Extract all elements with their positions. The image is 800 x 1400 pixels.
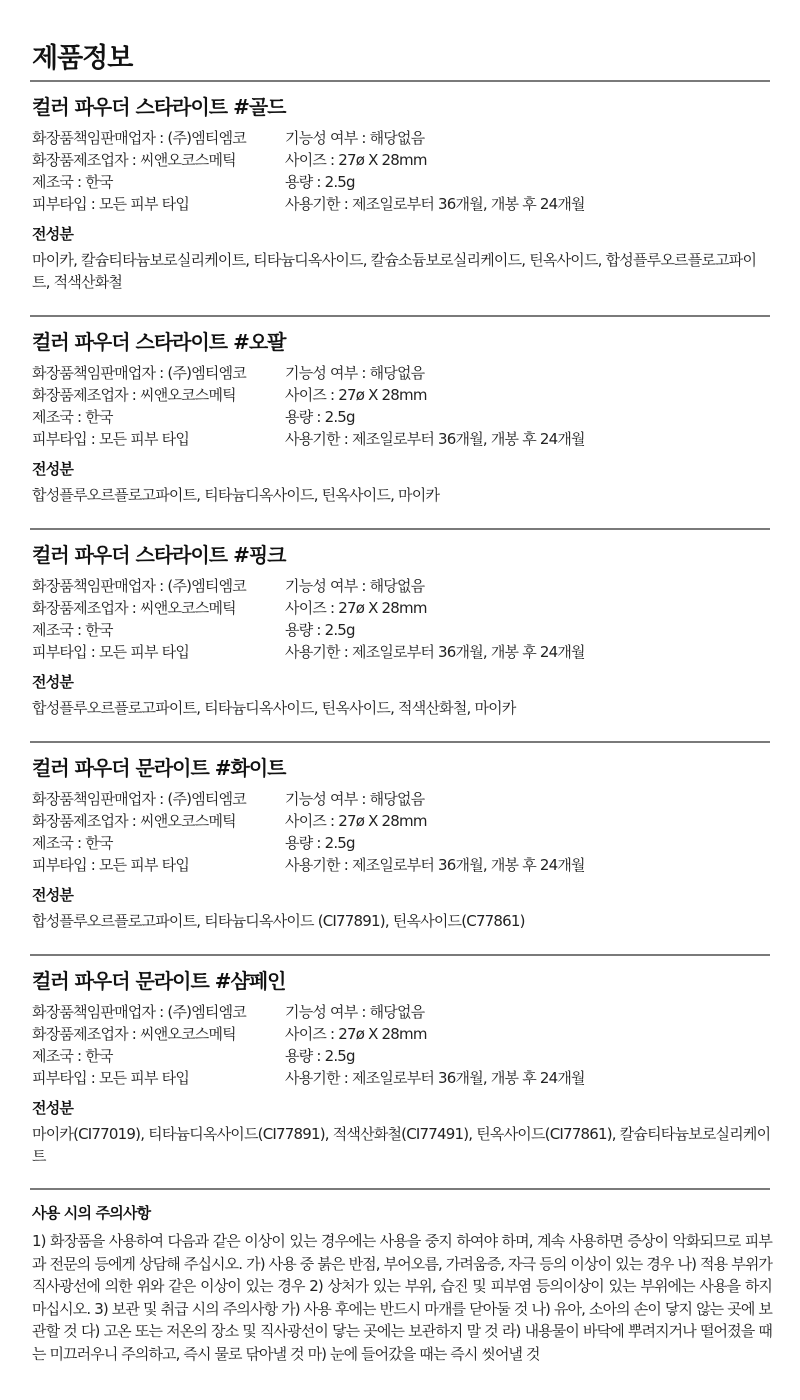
spec-column-left: [32, 788, 246, 876]
spec-skin-type: 피부타입 : 모든 피부 타입: [32, 856, 190, 874]
product-name: 컬러 파우더 문라이트 #샴페인: [32, 969, 286, 993]
section-divider: [30, 954, 770, 956]
spec-size: 사이즈 : 27ø X 28mm: [285, 599, 427, 617]
ingredients-heading: 전성분: [32, 460, 74, 478]
spec-country: 제조국 : 한국: [32, 834, 113, 852]
spec-seller: 화장품책임판매업자 : (주)엠티엠코: [32, 129, 246, 147]
spec-seller: 화장품책임판매업자 : (주)엠티엠코: [32, 364, 246, 382]
product-section: [32, 755, 772, 932]
ingredients-text: 합성플루오르플로고파이트, 티타늄디옥사이드, 틴옥사이드, 마이카: [32, 486, 440, 504]
spec-column-left: [32, 575, 246, 663]
spec-skin-type: 피부타입 : 모든 피부 타입: [32, 1069, 190, 1087]
spec-manufacturer: 화장품제조업자 : 씨앤오코스메틱: [32, 151, 236, 169]
spec-skin-type: 피부타입 : 모든 피부 타입: [32, 195, 190, 213]
spec-country: 제조국 : 한국: [32, 173, 113, 191]
spec-manufacturer: 화장품제조업자 : 씨앤오코스메틱: [32, 386, 236, 404]
product-name: 컬러 파우더 문라이트 #화이트: [32, 756, 286, 780]
spec-country: 제조국 : 한국: [32, 1047, 113, 1065]
product-section: [32, 968, 772, 1167]
spec-expiry: 사용기한 : 제조일로부터 36개월, 개봉 후 24개월: [285, 195, 585, 213]
spec-column-left: [32, 362, 246, 450]
section-divider: [30, 1188, 770, 1190]
spec-manufacturer: 화장품제조업자 : 씨앤오코스메틱: [32, 599, 236, 617]
ingredients-text: 합성플루오르플로고파이트, 티타늄디옥사이드 (CI77891), 틴옥사이드(C77861): [32, 912, 525, 930]
ingredients-text: 합성플루오르플로고파이트, 티타늄디옥사이드, 틴옥사이드, 적색산화철, 마이카: [32, 699, 516, 717]
spec-column-left: [32, 1001, 246, 1089]
spec-volume: 용량 : 2.5g: [285, 1047, 355, 1065]
spec-column-right: [285, 788, 585, 876]
product-name: 컬러 파우더 스타라이트 #핑크: [32, 543, 286, 567]
spec-volume: 용량 : 2.5g: [285, 834, 355, 852]
product-section: [32, 329, 772, 506]
spec-manufacturer: 화장품제조업자 : 씨앤오코스메틱: [32, 812, 236, 830]
spec-grid: [32, 362, 772, 450]
spec-functional: 기능성 여부 : 해당없음: [285, 577, 425, 595]
product-name: 컬러 파우더 스타라이트 #골드: [32, 95, 286, 119]
spec-functional: 기능성 여부 : 해당없음: [285, 364, 425, 382]
caution-text: 1) 화장품을 사용하여 다음과 같은 이상이 있는 경우에는 사용을 중지 하여야 하며, 계속 사용하면 증상이 악화되므로 피부과 전문의 등에게 상담해 주십시오. 가) 사용 중 붉은 반점, 부어오름, 가려움증, 자극 등의 이상이 있는 경우 나) 적용 부위가 직사광선에 의한 위와 같은 이상이 있는 경우 2) 상처가 있는 부위, 습진 및 피부염 등의이상이 있는 부위에는 사용을 하지 마십시오. 3) 보관 및 취급 시의 주의사항 가) 사용 후에는 반드시 마개를 닫아둘 것 나) 유아, 소아의 손이 닿지 않는 곳에 보관할 것 다) 고온 또는 저온의 장소 및 직사광선이 닿는 곳에는 보관하지 말 것 라) 내용물이 바닥에 뿌려지거나 떨어졌을 때는 미끄러우니 주의하고, 즉시 물로 닦아낼 것 마) 눈에 들어갔을 때는 즉시 씻어낼 것: [32, 1232, 772, 1363]
spec-skin-type: 피부타입 : 모든 피부 타입: [32, 643, 190, 661]
spec-grid: [32, 127, 772, 215]
ingredients-heading: 전성분: [32, 673, 74, 691]
spec-seller: 화장품책임판매업자 : (주)엠티엠코: [32, 1003, 246, 1021]
spec-country: 제조국 : 한국: [32, 621, 113, 639]
spec-functional: 기능성 여부 : 해당없음: [285, 790, 425, 808]
spec-expiry: 사용기한 : 제조일로부터 36개월, 개봉 후 24개월: [285, 856, 585, 874]
spec-column-left: [32, 127, 246, 215]
spec-size: 사이즈 : 27ø X 28mm: [285, 151, 427, 169]
spec-functional: 기능성 여부 : 해당없음: [285, 129, 425, 147]
caution-heading: 사용 시의 주의사항: [32, 1204, 151, 1222]
section-divider: [30, 80, 770, 82]
section-divider: [30, 528, 770, 530]
ingredients-heading: 전성분: [32, 225, 74, 243]
spec-grid: [32, 1001, 772, 1089]
spec-volume: 용량 : 2.5g: [285, 621, 355, 639]
product-section: [32, 94, 772, 293]
page-title: 제품정보: [32, 43, 133, 74]
ingredients-heading: 전성분: [32, 1099, 74, 1117]
spec-seller: 화장품책임판매업자 : (주)엠티엠코: [32, 790, 246, 808]
spec-expiry: 사용기한 : 제조일로부터 36개월, 개봉 후 24개월: [285, 430, 585, 448]
section-divider: [30, 315, 770, 317]
spec-country: 제조국 : 한국: [32, 408, 113, 426]
ingredients-heading: 전성분: [32, 886, 74, 904]
product-name: 컬러 파우더 스타라이트 #오팔: [32, 330, 286, 354]
spec-manufacturer: 화장품제조업자 : 씨앤오코스메틱: [32, 1025, 236, 1043]
ingredients-text: 마이카(CI77019), 티타늄디옥사이드(CI77891), 적색산화철(CI77491), 틴옥사이드(CI77861), 칼슘티타늄보로실리케이트: [32, 1125, 771, 1165]
section-divider: [30, 741, 770, 743]
spec-size: 사이즈 : 27ø X 28mm: [285, 386, 427, 404]
spec-column-right: [285, 1001, 585, 1089]
spec-size: 사이즈 : 27ø X 28mm: [285, 1025, 427, 1043]
spec-column-right: [285, 127, 585, 215]
spec-seller: 화장품책임판매업자 : (주)엠티엠코: [32, 577, 246, 595]
spec-expiry: 사용기한 : 제조일로부터 36개월, 개봉 후 24개월: [285, 643, 585, 661]
spec-column-right: [285, 362, 585, 450]
spec-skin-type: 피부타입 : 모든 피부 타입: [32, 430, 190, 448]
spec-size: 사이즈 : 27ø X 28mm: [285, 812, 427, 830]
spec-grid: [32, 788, 772, 876]
caution-section: [32, 1202, 772, 1365]
spec-volume: 용량 : 2.5g: [285, 408, 355, 426]
spec-grid: [32, 575, 772, 663]
spec-expiry: 사용기한 : 제조일로부터 36개월, 개봉 후 24개월: [285, 1069, 585, 1087]
spec-volume: 용량 : 2.5g: [285, 173, 355, 191]
spec-column-right: [285, 575, 585, 663]
spec-functional: 기능성 여부 : 해당없음: [285, 1003, 425, 1021]
product-section: [32, 542, 772, 719]
ingredients-text: 마이카, 칼슘티타늄보로실리케이트, 티타늄디옥사이드, 칼슘소듐보로실리케이드, 틴옥사이드, 합성플루오르플로고파이트, 적색산화철: [32, 251, 757, 291]
